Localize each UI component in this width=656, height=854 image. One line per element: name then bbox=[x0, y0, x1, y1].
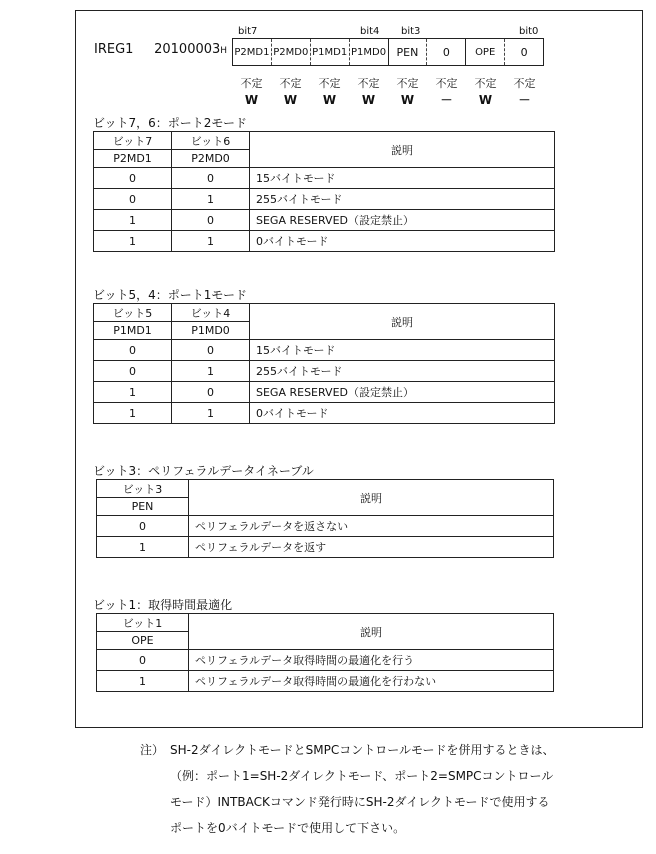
bit-cell: OPE bbox=[465, 39, 504, 65]
desc-header: 説明 bbox=[189, 480, 554, 516]
table-row bbox=[97, 516, 554, 537]
bit-cell: 0 bbox=[426, 39, 465, 65]
cell: 0 bbox=[94, 340, 172, 361]
col-header: ビット5 bbox=[94, 304, 172, 322]
cell: ペリフェラルデータ取得時間の最適化を行う bbox=[189, 650, 554, 671]
cell: 0 bbox=[97, 516, 189, 537]
col-header: ビット7 bbox=[94, 132, 172, 150]
initial-value: 不定 bbox=[474, 77, 497, 90]
footnote-mark: 注） bbox=[140, 743, 165, 757]
table-row bbox=[94, 168, 555, 189]
cell: 1 bbox=[97, 537, 189, 558]
cell: 1 bbox=[172, 231, 250, 252]
ope-table bbox=[96, 613, 554, 692]
table-row bbox=[94, 189, 555, 210]
access-value: W bbox=[478, 93, 493, 107]
footnote-line: SH-2ダイレクトモードとSMPCコントロールモードを併用するときは、 bbox=[170, 743, 555, 757]
cell: 0 bbox=[172, 210, 250, 231]
register-name: IREG1 bbox=[94, 42, 134, 57]
table-row bbox=[94, 210, 555, 231]
access-value: W bbox=[400, 93, 415, 107]
initial-values-row bbox=[232, 76, 544, 109]
register-address-suffix: H bbox=[220, 46, 228, 56]
cell: 255バイトモード bbox=[250, 361, 555, 382]
table-row bbox=[97, 671, 554, 692]
cell: 15バイトモード bbox=[250, 340, 555, 361]
cell: 255バイトモード bbox=[250, 189, 555, 210]
bit0-label: bit0 bbox=[519, 26, 539, 37]
access-value: － bbox=[440, 93, 453, 107]
table-row bbox=[94, 382, 555, 403]
footnote bbox=[140, 737, 555, 841]
col-header: ビット1 bbox=[97, 614, 189, 632]
cell: 0 bbox=[94, 168, 172, 189]
desc-header: 説明 bbox=[189, 614, 554, 650]
bit3-label: bit3 bbox=[401, 26, 421, 37]
initial-value: 不定 bbox=[240, 77, 263, 90]
initial-value: 不定 bbox=[435, 77, 458, 90]
section-title-ope: ビット1：取得時間最適化 bbox=[93, 598, 233, 612]
access-value: W bbox=[322, 93, 337, 107]
bit-cell: P2MD0 bbox=[271, 39, 310, 65]
col-subheader: P2MD0 bbox=[172, 150, 250, 168]
col-subheader: P1MD1 bbox=[94, 322, 172, 340]
bit-cell: P2MD1 bbox=[234, 46, 270, 58]
cell: SEGA RESERVED（設定禁止） bbox=[250, 382, 555, 403]
table-row bbox=[97, 537, 554, 558]
cell: 1 bbox=[94, 210, 172, 231]
col-subheader: P2MD1 bbox=[94, 150, 172, 168]
cell: 0 bbox=[172, 340, 250, 361]
cell: 1 bbox=[94, 403, 172, 424]
access-value: － bbox=[518, 93, 531, 107]
cell: 1 bbox=[172, 403, 250, 424]
section-title-pen: ビット3：ペリフェラルデータイネーブル bbox=[93, 464, 314, 478]
desc-header: 説明 bbox=[250, 304, 555, 340]
access-value: W bbox=[244, 93, 259, 107]
footnote-line: （例：ポート1=SH-2ダイレクトモード、ポート2=SMPCコントロール bbox=[170, 769, 554, 783]
col-subheader: P1MD0 bbox=[172, 322, 250, 340]
table-row bbox=[94, 231, 555, 252]
cell: 0 bbox=[172, 382, 250, 403]
port2-mode-table bbox=[93, 131, 555, 252]
pen-table bbox=[96, 479, 554, 558]
cell: 0 bbox=[94, 189, 172, 210]
section-title-port2: ビット7，6：ポート2モード bbox=[93, 116, 247, 130]
initial-value: 不定 bbox=[396, 77, 419, 90]
table-row bbox=[94, 361, 555, 382]
port1-mode-table bbox=[93, 303, 555, 424]
table-row bbox=[94, 403, 555, 424]
footnote-line: ポートを0バイトモードで使用して下さい。 bbox=[170, 821, 406, 835]
table-row bbox=[94, 340, 555, 361]
register-bitfield bbox=[232, 38, 544, 66]
cell: 1 bbox=[172, 361, 250, 382]
bit-cell: P1MD0 bbox=[349, 39, 388, 65]
cell: SEGA RESERVED（設定禁止） bbox=[250, 210, 555, 231]
footnote-line: モード）INTBACKコマンド発行時にSH-2ダイレクトモードで使用する bbox=[170, 795, 550, 809]
cell: 0バイトモード bbox=[250, 403, 555, 424]
cell: 1 bbox=[97, 671, 189, 692]
register-header bbox=[94, 42, 227, 57]
cell: 15バイトモード bbox=[250, 168, 555, 189]
col-header: ビット3 bbox=[97, 480, 189, 498]
bit-cell: PEN bbox=[388, 39, 427, 65]
bit-cell: P1MD1 bbox=[310, 39, 349, 65]
bit-cell: 0 bbox=[504, 39, 543, 65]
col-subheader: OPE bbox=[97, 632, 189, 650]
cell: ペリフェラルデータを返さない bbox=[189, 516, 554, 537]
cell: 0 bbox=[172, 168, 250, 189]
access-value: W bbox=[361, 93, 376, 107]
cell: ペリフェラルデータ取得時間の最適化を行わない bbox=[189, 671, 554, 692]
initial-value: 不定 bbox=[357, 77, 380, 90]
register-address: 20100003 bbox=[154, 42, 221, 57]
initial-value: 不定 bbox=[279, 77, 302, 90]
access-value: W bbox=[283, 93, 298, 107]
cell: 0バイトモード bbox=[250, 231, 555, 252]
bit7-label: bit7 bbox=[238, 26, 258, 37]
cell: 1 bbox=[94, 231, 172, 252]
desc-header: 説明 bbox=[250, 132, 555, 168]
cell: 0 bbox=[97, 650, 189, 671]
initial-value: 不定 bbox=[318, 77, 341, 90]
cell: ペリフェラルデータを返す bbox=[189, 537, 554, 558]
initial-value: 不定 bbox=[513, 77, 536, 90]
col-header: ビット6 bbox=[172, 132, 250, 150]
cell: 0 bbox=[94, 361, 172, 382]
cell: 1 bbox=[172, 189, 250, 210]
table-row bbox=[97, 650, 554, 671]
col-header: ビット4 bbox=[172, 304, 250, 322]
col-subheader: PEN bbox=[97, 498, 189, 516]
cell: 1 bbox=[94, 382, 172, 403]
section-title-port1: ビット5，4：ポート1モード bbox=[93, 288, 247, 302]
bit4-label: bit4 bbox=[360, 26, 380, 37]
